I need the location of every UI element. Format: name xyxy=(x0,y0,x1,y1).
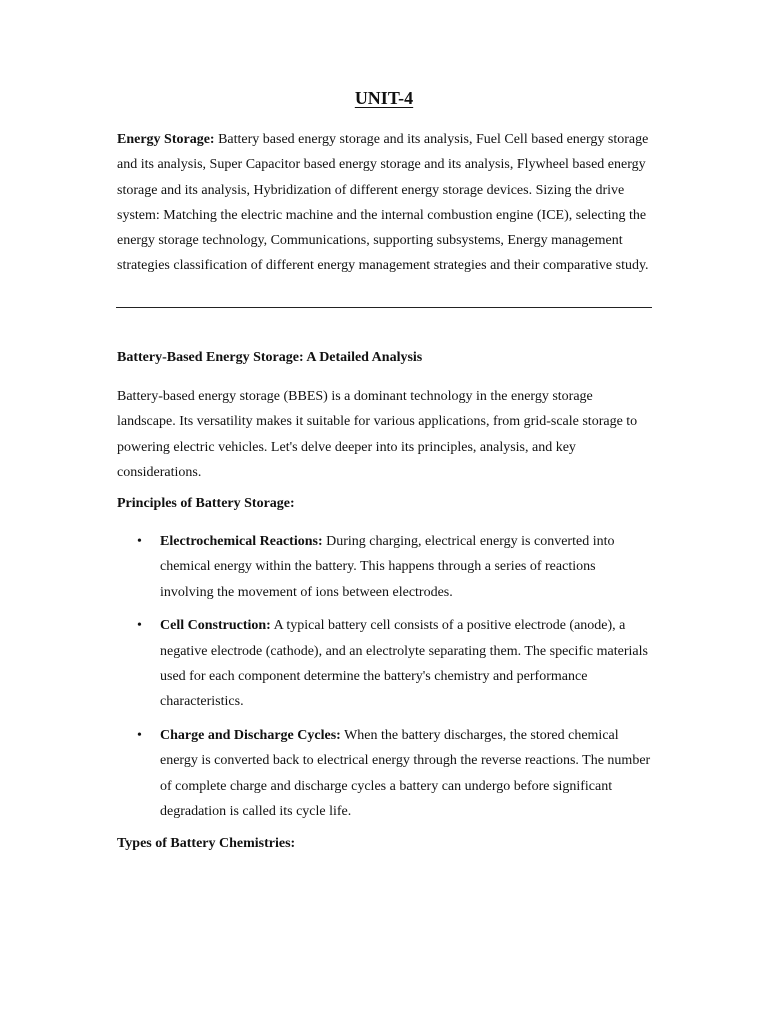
list-item-text: A typical battery cell consists of a positive electrode (anode), a negative electrode (cathode), and an electrolyte separating them. The specific materials used for each component determine the battery's chemistry and performance characteristics. xyxy=(160,618,648,710)
syllabus-label: Energy Storage: xyxy=(117,132,215,147)
list-item-term: Cell Construction: xyxy=(160,618,271,634)
types-heading: Types of Battery Chemistries: xyxy=(117,836,296,851)
list-item xyxy=(117,723,652,824)
intro-paragraph: Battery-based energy storage (BBES) is a dominant technology in the energy storage landscape. Its versatility makes it suitable for various applications, from grid-scale storage to powering electric vehicles. Let's delve deeper into its principles, analysis, and key considerations. xyxy=(117,389,638,480)
syllabus-text: Battery based energy storage and its analysis, Fuel Cell based energy storage and its analysis, Super Capacitor based energy storage and its analysis, Flywheel based energy storage and its analysis, Hybridization of different energy storage devices. Sizing the drive system: Matching the electric machine and the internal combustion engine (ICE), selecting the energy storage technology, Communications, supporting subsystems, Energy management strategies classification of different energy management strategies and their comparative study. xyxy=(117,132,649,274)
unit-title: UNIT-4 xyxy=(354,88,414,108)
bullet-icon: • xyxy=(137,618,142,634)
bullet-icon: • xyxy=(137,534,142,549)
list-item-text: During charging, electrical energy is converted into chemical energy within the battery. This happens through a series of reactions involving the movement of ions between electrodes. xyxy=(160,534,615,600)
section-heading: Battery-Based Energy Storage: A Detailed Analysis xyxy=(117,350,423,365)
principles-heading: Principles of Battery Storage: xyxy=(117,496,295,511)
list-item-term: Electrochemical Reactions: xyxy=(160,534,323,549)
list-item xyxy=(117,529,652,605)
list-item-text: When the battery discharges, the stored chemical energy is converted back to electrical energy through the reverse reactions. The number of complete charge and discharge cycles a battery can undergo before significant degradation is called its cycle life. xyxy=(160,728,651,819)
list-item-term: Charge and Discharge Cycles: xyxy=(160,728,341,744)
list-item xyxy=(117,613,652,714)
principles-list xyxy=(117,529,652,833)
section-divider xyxy=(116,307,652,308)
syllabus-paragraph xyxy=(117,127,651,279)
bullet-icon: • xyxy=(137,728,142,744)
